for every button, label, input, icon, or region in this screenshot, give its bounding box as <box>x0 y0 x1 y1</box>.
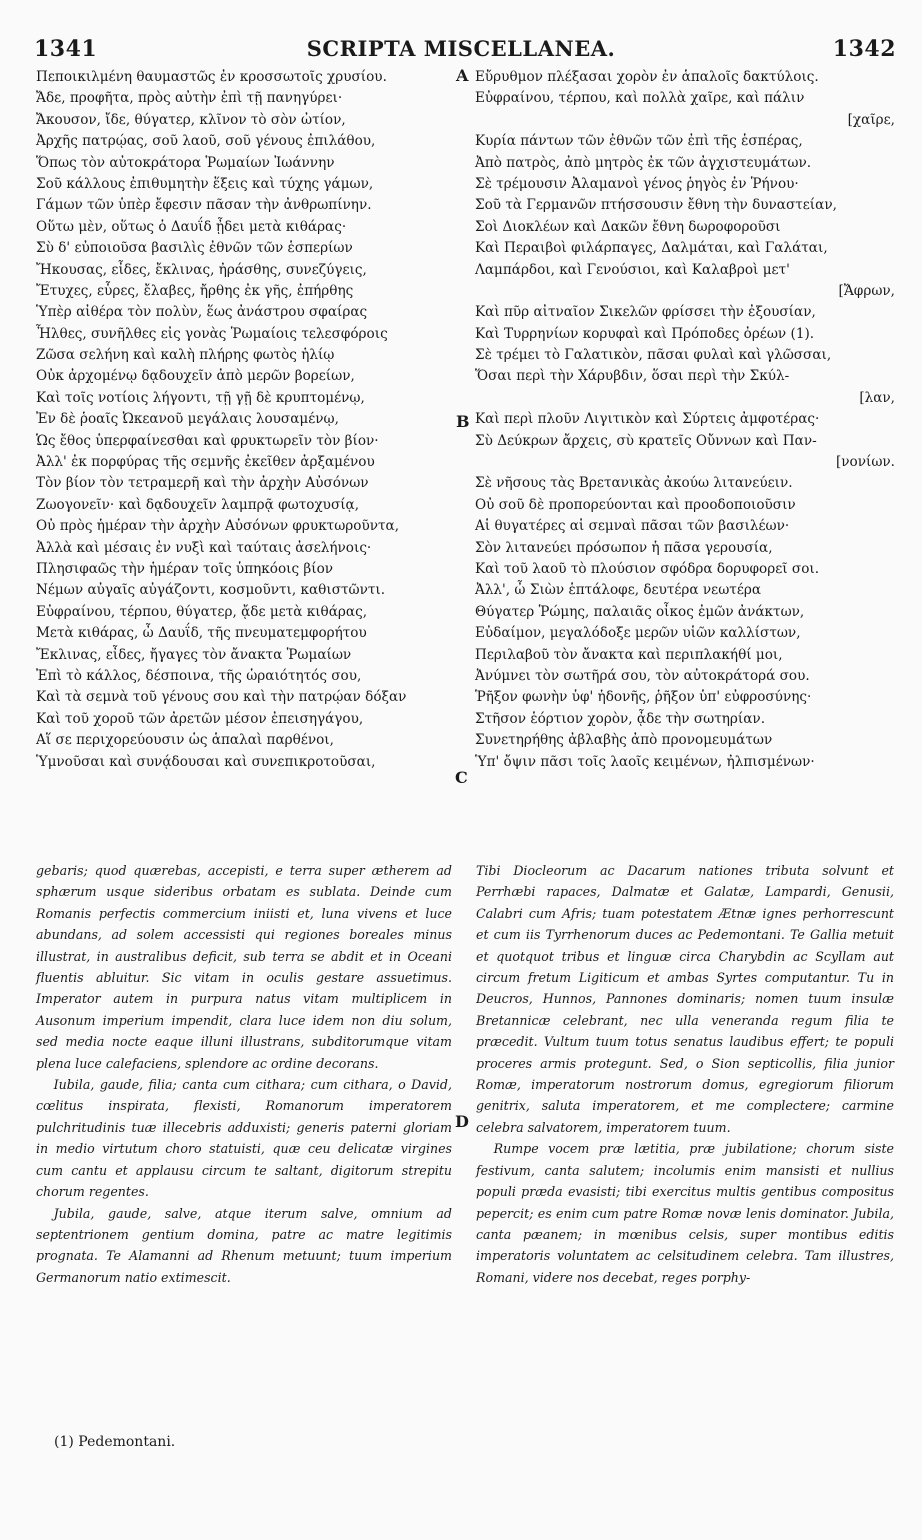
greek-column-left <box>36 67 446 773</box>
verse-line: Καὶ περὶ πλοῦν Λιγιτικὸν καὶ Σύρτεις ἀμφοτέρας· <box>475 411 820 428</box>
latin-paragraph: Tibi Diocleorum ac Dacarum nationes tributa solvunt et Perrhæbi rapaces, Dalmatæ et Galatæ, Lampardi, Genusii, Calabri cum Afris; tuam potestatem Ætnæ ignes perhorrescunt et cum iis Tyrrhenorum duces ac Pedemontani. Te Gallia metuit et quotquot tribus et linguæ circa Charybdin ac Scyllam aut circum fretum Ligiticum et ambas Syrtes computantur. Tu in Deucros, Hunnos, Pannones dominaris; nomen tuum insulæ Bretannicæ celebrant, nec ulla veneranda regum filia te præcedit. Vultum tuum totus senatus laudibus effert; te populi proceres armis protegunt. Sed, o Sion septicollis, filia junior Romæ, imperatorum nostrorum domus, egregiorum filiorum genitrix, saluta imperatorem, et me complectere; carmine celebra salvatorem, imperatorem tuum. <box>476 863 894 1135</box>
verse-line: Οὕτω μὲν, οὕτως ὁ Δαυΐδ ᾖδει μετὰ κιθάρας· <box>36 218 347 235</box>
verse-line: Καὶ Τυρρηνίων κορυφαὶ καὶ Πρόποδες ὀρέων (1). <box>475 325 815 342</box>
latin-paragraph: Jubila, gaude, salve, atque iterum salve, omnium ad septentrionem gentium domina, patre ac matre legitimis prognata. Te Alamanni ad Rhenum metuunt; tuum imperium Germanorum natio extimescit. <box>36 1205 452 1285</box>
margin-letter-d: D <box>455 1112 469 1131</box>
verse-line: Οὐ σοῦ δὲ προπορεύονται καὶ προοδοποιοῦσιν <box>475 496 796 513</box>
verse-line: [χαῖρε, <box>847 111 895 128</box>
latin-column-right <box>476 860 894 1288</box>
verse-line: [Ἄφρων, <box>838 282 895 299</box>
verse-line: Ἦλθες, συνῆλθες εἰς γονὰς Ῥωμαίοις τελεσφόροις <box>36 325 388 342</box>
verse-line: Τὸν βίον τὸν τετραμερῆ καὶ τὴν ἀρχὴν Αὐσόνων <box>36 475 369 492</box>
verse-line: Σοῦ κάλλους ἐπιθυμητὴν ἕξεις καὶ τύχης γάμων, <box>36 175 374 192</box>
verse-line: Σὺ Δεύκρων ἄρχεις, σὺ κρατεῖς Οὔννων καὶ Παν- <box>475 432 817 449</box>
verse-line: Ζῶσα σελήνη καὶ καλὴ πλήρης φωτὸς ἡλίῳ <box>36 347 335 364</box>
margin-letter-a: A <box>456 66 469 85</box>
page-header <box>0 36 922 70</box>
verse-line: Καὶ τοῦ λαοῦ τὸ πλούσιον σφόδρα δορυφορεῖ σοι. <box>475 560 820 577</box>
verse-line: Κυρία πάντων τῶν ἐθνῶν τῶν ἐπὶ τῆς ἑσπέρας, <box>475 133 803 150</box>
verse-line: Ἐπὶ τὸ κάλλος, δέσποινα, τῆς ὡραιότητός σου, <box>36 667 362 684</box>
margin-letter-c: C <box>455 768 468 787</box>
verse-line: Σὲ τρέμουσιν Ἀλαμανοὶ γένος ῥηγὸς ἐν Ῥήνου· <box>475 175 799 192</box>
verse-line: Σὺ δ' εὐποιοῦσα βασιλὶς ἐθνῶν τῶν ἑσπερίων <box>36 240 353 257</box>
verse-line: Αἱ θυγατέρες αἱ σεμναὶ πᾶσαι τῶν βασιλέων· <box>475 518 790 535</box>
verse-line: Πεποικιλμένη θαυμαστῶς ἐν κροσσωτοῖς χρυσίου. <box>36 69 387 85</box>
verse-line: Οὐκ ἀρχομένῳ δᾳδουχεῖν ἀπὸ μερῶν βορείων, <box>36 368 355 385</box>
verse-line: Ὅσαι περὶ τὴν Χάρυβδιν, ὅσαι περὶ τὴν Σκύλ- <box>475 368 790 385</box>
latin-column-left <box>36 860 452 1288</box>
verse-line: Ἤκουσας, εἶδες, ἔκλινας, ἠράσθης, συνεζύγεις, <box>36 261 367 278</box>
verse-line: Ἀρχῆς πατρῴας, σοῦ λαοῦ, σοῦ γένους ἐπιλάθου, <box>36 133 376 150</box>
verse-line: Οὐ πρὸς ἡμέραν τὴν ἀρχὴν Αὐσόνων φρυκτωροῦντα, <box>36 518 400 535</box>
verse-line: Ὑμνοῦσαι καὶ συνᾴδουσαι καὶ συνεπικροτοῦσαι, <box>36 753 376 770</box>
verse-line: Λαμπάρδοι, καὶ Γενούσιοι, καὶ Καλαβροὶ μετ' <box>475 261 790 278</box>
verse-line: Ἀνύμνει τὸν σωτῆρά σου, τὸν αὐτοκράτορά σου. <box>475 667 810 684</box>
verse-line: Περιλαβοῦ τὸν ἄνακτα καὶ περιπλακήθί μοι, <box>475 646 783 663</box>
verse-line: Σὲ τρέμει τὸ Γαλατικὸν, πᾶσαι φυλαὶ καὶ γλῶσσαι, <box>475 347 832 364</box>
latin-paragraph: gebaris; quod quærebas, accepisti, e terra super ætherem ad sphærum usque sideribus orbatam es sublata. Deinde cum Romanis perfectis commercium iniisti et, luna vivens et luce abundans, ad solem accessisti qui regiones boreales minus illustrat, in australibus deficit, sub terra se abdit et in Oceani fluentis abluitur. Sic vitam in oculis gestare assuetimus. Imperator autem in purpura natus vitam multiplicem in Ausonum imperium impendit, clara luce idem non diu solum, sed media nocte eaque illuni illustrans, subditorumque vitam plena luce calefaciens, splendore ac ordine decorans. <box>36 863 452 1071</box>
verse-line: Σοῦ τὰ Γερμανῶν πτήσσουσιν ἔθνη τὴν δυναστείαν, <box>475 197 837 214</box>
verse-line: Γάμων τῶν ὑπὲρ ἔφεσιν πᾶσαν τὴν ἀνθρωπίνην. <box>36 197 372 214</box>
verse-line: Καὶ Περαιβοὶ φιλάρπαγες, Δαλμάται, καὶ Γαλάται, <box>475 240 828 257</box>
verse-line: [λαν, <box>859 389 895 406</box>
verse-line: Σὲ νῆσους τὰς Βρετανικὰς ἀκούω λιτανεύειν. <box>475 475 793 492</box>
verse-line: Πλησιφαῶς τὴν ἡμέραν τοῖς ὑπηκόοις βίον <box>36 560 334 577</box>
verse-line: Ἄκουσον, ἴδε, θύγατερ, κλῖνον τὸ σὸν ὠτίον, <box>36 111 346 128</box>
latin-paragraph: Rumpe vocem præ lætitia, præ jubilatione; chorum siste festivum, canta salutem; incolumis enim mansisti et nullius populi præda evasisti; tibi exercitus multis gentibus compositus pepercit; es enim cum patre Romæ novæ lenis dominator. Jubila, canta pæanem; in mœnibus celsis, super montibus editis imperatoris voluntatem ac celsitudinem celebra. Tam illustres, Romani, videre nos decebat, reges porphy- <box>476 1141 894 1285</box>
page-number-right: 1342 <box>832 36 896 62</box>
greek-column-right <box>475 67 895 773</box>
verse-line: Εὐφραίνου, τέρπου, θύγατερ, ᾄδε μετὰ κιθάρας, <box>36 603 368 620</box>
verse-line: Εὐδαίμον, μεγαλόδοξε μερῶν υἱῶν καλλίστων, <box>475 625 801 642</box>
verse-line: Αἵ σε περιχορεύουσιν ὡς ἁπαλαὶ παρθένοι, <box>36 732 334 749</box>
verse-line: Καὶ τὰ σεμνὰ τοῦ γένους σου καὶ τὴν πατρῴαν δόξαν <box>36 689 407 706</box>
verse-line: Ἔτυχες, εὗρες, ἔλαβες, ἤρθης ἐκ γῆς, ἐπήρθης <box>36 282 354 299</box>
verse-line: Στῆσον ἑόρτιον χορὸν, ᾆδε τὴν σωτηρίαν. <box>475 710 766 727</box>
footnote: (1) Pedemontani. <box>54 1434 176 1450</box>
verse-line: Θύγατερ Ῥώμης, παλαιᾶς οἶκος ἐμῶν ἀνάκτων, <box>475 603 805 620</box>
verse-line: Ὡς ἔθος ὑπερφαίνεσθαι καὶ φρυκτωρεῖν τὸν βίον· <box>36 432 379 449</box>
verse-line: Καὶ τοῖς νοτίοις λήγοντι, τῇ γῇ δὲ κρυπτομένῳ, <box>36 389 365 406</box>
verse-line: Συνετηρήθης ἀβλαβὴς ἀπὸ προνομευμάτων <box>475 732 773 749</box>
verse-line: Ῥῆξον φωνὴν ὑφ' ἡδονῆς, ῥῆξον ὑπ' εὐφροσύνης· <box>475 689 812 706</box>
verse-line: Ὅπως τὸν αὐτοκράτορα Ῥωμαίων Ἰωάννην <box>36 154 335 171</box>
verse-line: Ἄδε, προφῆτα, πρὸς αὐτὴν ἐπὶ τῇ πανηγύρει· <box>36 90 343 107</box>
verse-line: Ὑπὲρ αἰθέρα τὸν πολὺν, ἕως ἀνάστρου σφαίρας <box>36 304 368 321</box>
verse-line: Εὐφραίνου, τέρπου, καὶ πολλὰ χαῖρε, καὶ πάλιν <box>475 90 805 107</box>
verse-line: Σὸν λιτανεύει πρόσωπον ἡ πᾶσα γερουσία, <box>475 539 773 556</box>
verse-line: Ἀλλὰ καὶ μέσαις ἐν νυξὶ καὶ ταύταις ἀσελήνοις· <box>36 539 372 556</box>
verse-line: Ἐν δὲ ῥοαῖς Ὠκεανοῦ μεγάλαις λουσαμένῳ, <box>36 411 339 428</box>
verse-line: Καὶ τοῦ χοροῦ τῶν ἀρετῶν μέσον ἐπεισηγάγου, <box>36 710 364 727</box>
verse-line: Εὔρυθμον πλέξασαι χορὸν ἐν ἁπαλοῖς δακτύλοις. <box>475 69 819 85</box>
verse-line: Μετὰ κιθάρας, ὦ Δαυΐδ, τῆς πνευματεμφορήτου <box>36 625 367 642</box>
verse-line: [νονίων. <box>835 454 895 471</box>
verse-line: Καὶ πῦρ αἰτναῖον Σικελῶν φρίσσει τὴν ἐξουσίαν, <box>475 304 816 321</box>
verse-line: Ὑπ' ὄψιν πᾶσι τοῖς λαοῖς κειμένων, ἠλπισμένων· <box>475 753 815 770</box>
verse-line: Νέμων αὐγαῖς αὐγάζοντι, κοσμοῦντι, καθιστῶντι. <box>36 582 386 599</box>
verse-line: Ἔκλινας, εἶδες, ἤγαγες τὸν ἄνακτα Ῥωμαίων <box>36 646 352 663</box>
verse-line: Ἀλλ' ἐκ πορφύρας τῆς σεμνῆς ἐκεῖθεν ἀρξαμένου <box>36 454 375 471</box>
verse-line: Σοὶ Διοκλέων καὶ Δακῶν ἔθνη δωροφοροῦσι <box>475 218 781 235</box>
page-number-left: 1341 <box>34 36 98 62</box>
latin-paragraph: Iubila, gaude, filia; canta cum cithara; cum cithara, o David, cœlitus inspirata, flexisti, Romanorum imperatorem pulchritudinis tuæ illecebris adduxisti; generis paterni gloriam in medio virtutum choro statuisti, quæ ceu delicatæ virgines cum cantu et applausu circum te saltant, digitorum strepitu chorum regentes. <box>36 1077 452 1200</box>
verse-line: Ζωογονεῖν· καὶ δᾳδουχεῖν λαμπρᾷ φωτοχυσίᾳ, <box>36 496 360 513</box>
margin-letter-b: B <box>456 412 470 431</box>
verse-line: Ἀλλ', ὦ Σιὼν ἑπτάλοφε, δευτέρα νεωτέρα <box>475 582 762 599</box>
verse-line: Ἀπὸ πατρὸς, ἀπὸ μητρὸς ἐκ τῶν ἀγχιστευμάτων. <box>475 154 812 171</box>
running-title: SCRIPTA MISCELLANEA. <box>306 36 616 61</box>
